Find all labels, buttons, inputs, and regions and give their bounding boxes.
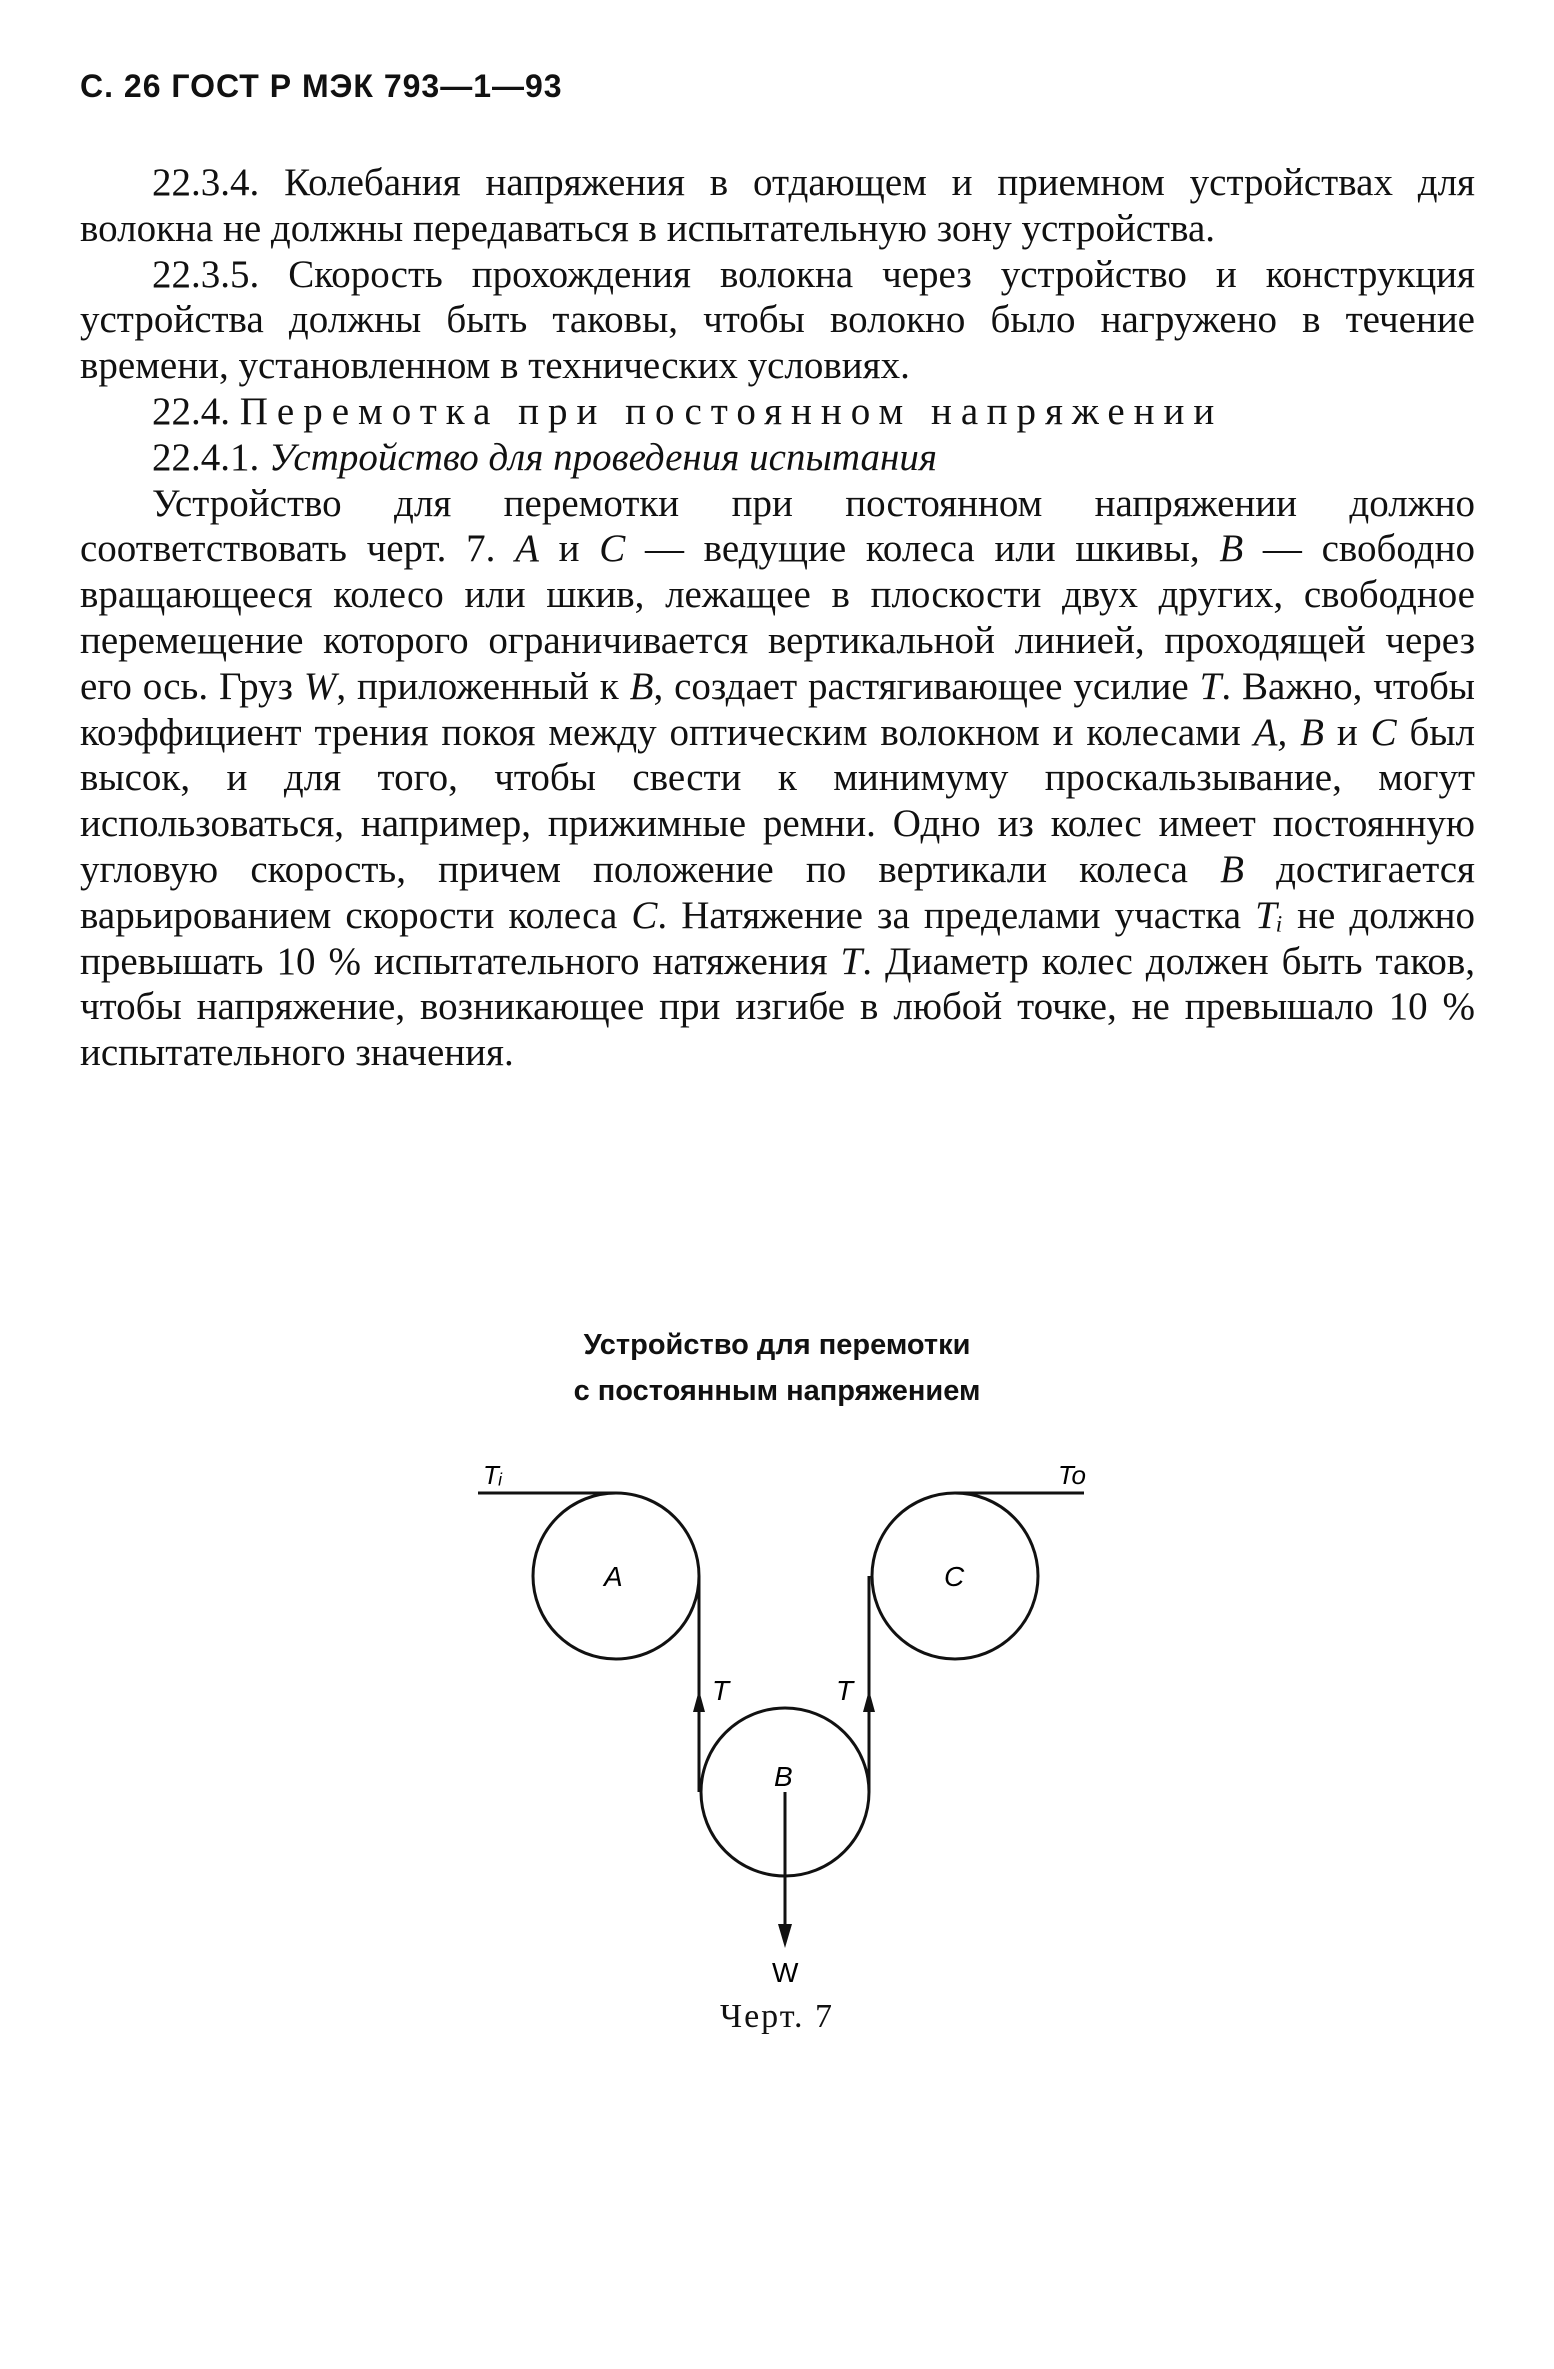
page-header: С. 26 ГОСТ Р МЭК 793—1—93 [80,68,563,104]
figure-caption: Черт. 7 [719,1998,835,2035]
figure-title-line-1: Устройство для перемотки [583,1329,971,1361]
weight-arrow [778,1924,792,1948]
label-t-right: T [836,1675,854,1706]
label-ti: Tᵢ [483,1460,503,1490]
label-to: To [1058,1460,1086,1490]
label-t-left: T [712,1675,730,1706]
paragraph-device-description: Устройство для перемотки при постоянном напряжении должно соответствовать черт. 7. A и C — ведущие колеса или шкивы, B — свободно вращающееся колесо или шкив, лежащее в плоскости двух других, свободное перемещение которого ограничивается вертикальной линией, проходящей через его ось. Груз W, приложенный к B, создает растягивающее усилие T. Важно, чтобы коэффициент трения покоя между оптическим волокном и колесами A, B и C был высок, и для того, чтобы свести к минимуму проскальзывание, могут использоваться, например, прижимные ремни. Одно из колес имеет постоянную угловую скорость, причем положение по вертикали колеса B достигается варьированием скорости колеса C. Натяжение за пределами участка Tᵢ не должно превышать 10 % испытательного натяжения T. Диаметр колес должен быть таков, чтобы напряжение, возникающее при изгибе в любой точке, не превышало 10 % испытательного значения. [80,481,1476,1075]
tension-arrow-left [693,1690,705,1712]
paragraph-22-3-5: 22.3.5. Скорость прохождения волокна через устройство и конструкция устройства должны быть таковы, чтобы волокно было нагружено в течение времени, установленном в технических условиях. [80,252,1475,388]
subsection-title: Устройство для проведения испытания [269,435,937,479]
paragraph-22-3-4: 22.3.4. Колебания напряжения в отдающем и приемном устройствах для волокна не должны передаваться в испытательную зону устройства. [80,161,1475,250]
label-c: C [944,1561,965,1592]
label-w: W [772,1957,799,1988]
section-number: 22.4. [152,389,230,433]
section-title: Перемотка при постоянном напряжении [239,389,1224,433]
label-b: B [774,1761,793,1792]
tension-arrow-right [863,1690,875,1712]
figure-title-line-2: с постоянным напряжением [573,1375,981,1407]
subsection-number: 22.4.1. [152,435,260,479]
label-a: A [604,1561,623,1592]
